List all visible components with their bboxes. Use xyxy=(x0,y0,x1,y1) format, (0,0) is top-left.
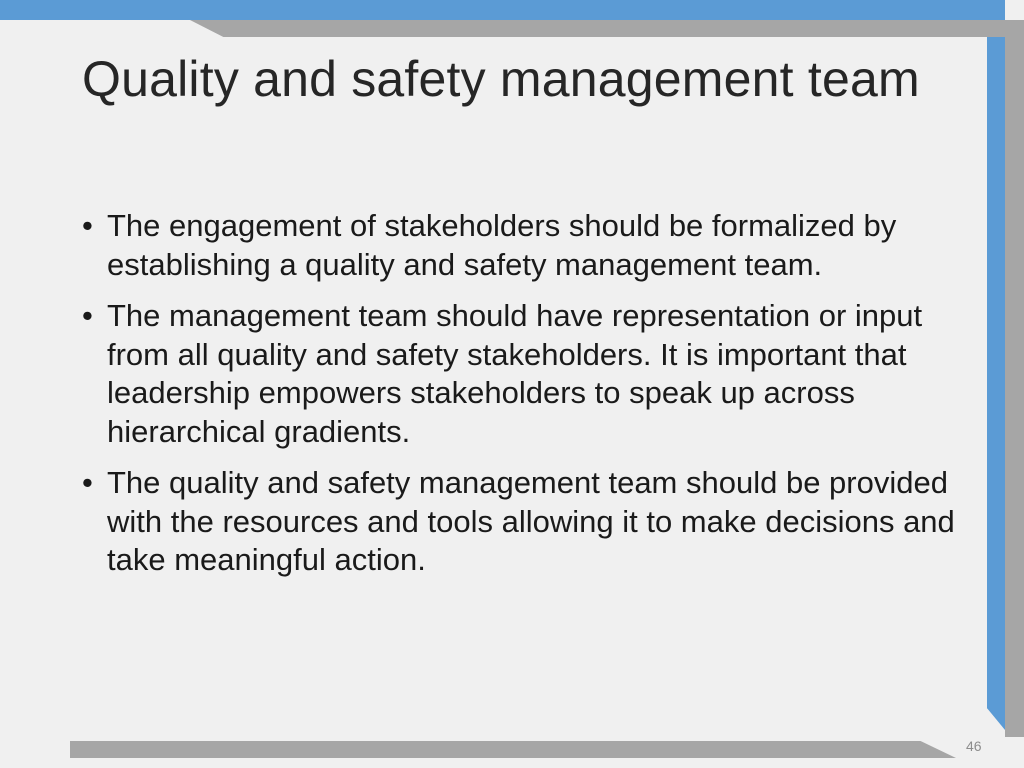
bullet-list xyxy=(82,207,962,593)
bullet-marker: • xyxy=(82,465,93,500)
bottom-gray-accent-bar xyxy=(70,741,956,758)
bullet-item xyxy=(82,297,962,451)
bullet-marker: • xyxy=(82,298,93,333)
slide-title: Quality and safety management team xyxy=(82,51,920,107)
bullet-item xyxy=(82,464,962,580)
right-gray-accent-bar xyxy=(1005,37,1024,737)
bullet-item xyxy=(82,207,962,284)
right-blue-accent-bar xyxy=(987,0,1005,730)
bullet-text: The management team should have representation or input from all quality and safety stakeholders. It is important that leadership empowers stakeholders to speak up across hierarchical gradients. xyxy=(107,298,923,449)
page-number: 46 xyxy=(966,738,982,754)
top-gray-accent-bar xyxy=(190,20,1024,37)
bullet-marker: • xyxy=(82,208,93,243)
bullet-text: The quality and safety management team should be provided with the resources and tools allowing it to make decisions and take meaningful action. xyxy=(107,465,955,577)
top-blue-accent-bar xyxy=(0,0,1005,20)
bullet-text: The engagement of stakeholders should be formalized by establishing a quality and safety management team. xyxy=(107,208,897,282)
